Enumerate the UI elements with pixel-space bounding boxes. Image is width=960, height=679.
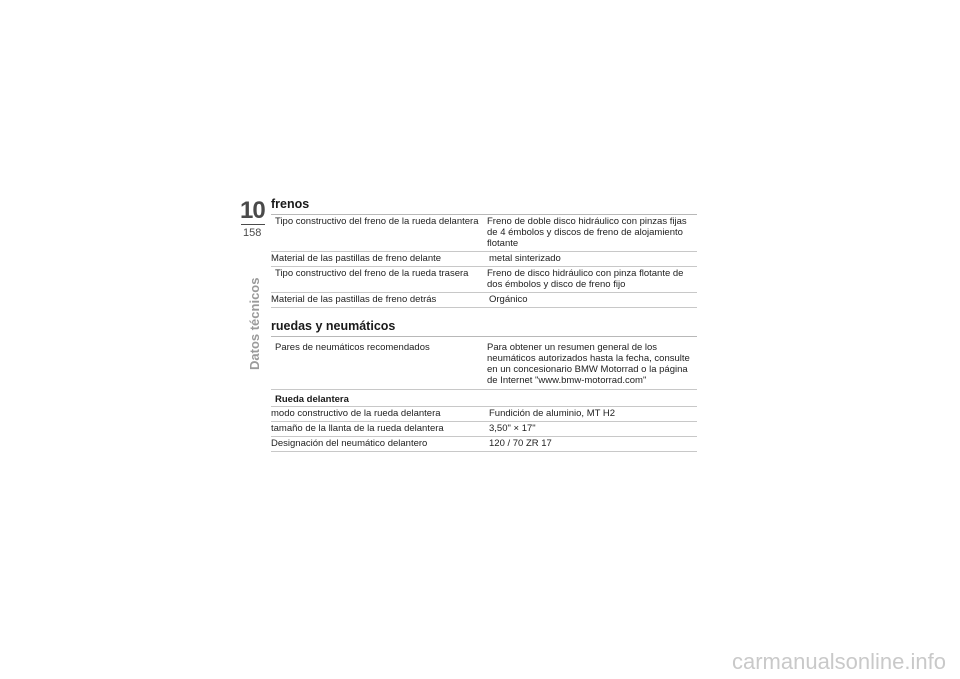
page-number: 158 <box>243 227 262 239</box>
table-row <box>271 422 697 437</box>
chapter-rule <box>241 224 265 225</box>
row-value: 120 / 70 ZR 17 <box>489 438 552 449</box>
row-label: Tipo constructivo del freno de la rueda trasera <box>275 268 469 279</box>
content-area <box>271 194 697 452</box>
table-row <box>271 407 697 422</box>
row-value: metal sinterizado <box>489 253 561 264</box>
table-row <box>271 267 697 293</box>
table-row <box>271 337 697 390</box>
brakes-table <box>271 214 697 308</box>
row-value: 3,50" × 17" <box>489 423 536 434</box>
row-value: Fundición de aluminio, MT H2 <box>489 408 616 419</box>
table-row <box>271 437 697 452</box>
row-value: Freno de doble disco hidráulico con pinzas fijas de 4 émbolos y discos de freno de alojamiento flotante <box>487 216 687 249</box>
table-row <box>271 252 697 267</box>
row-label: Pares de neumáticos recomendados <box>275 342 430 353</box>
row-label: modo constructivo de la rueda delantera <box>271 408 441 419</box>
table-row <box>271 215 697 252</box>
watermark-text: carmanualsonline.info <box>731 649 946 674</box>
side-section-title: Datos técnicos <box>247 277 262 370</box>
row-label: Material de las pastillas de freno delante <box>271 253 442 264</box>
table-row <box>271 293 697 308</box>
row-label: tamaño de la llanta de la rueda delantera <box>271 423 444 434</box>
wheels-table <box>271 336 697 452</box>
row-label: Tipo constructivo del freno de la rueda delantera <box>275 216 479 227</box>
row-label: Designación del neumático delantero <box>271 438 428 449</box>
row-value: Para obtener un resumen general de los neumáticos autorizados hasta la fecha, consulte en un concesionario BMW Motorrad o la página de Internet "www.bmw-motorrad.com" <box>487 342 690 386</box>
front-wheel-subheading: Rueda delantera <box>271 390 697 407</box>
section-gap <box>271 308 697 316</box>
row-label: Material de las pastillas de freno detrás <box>271 294 437 305</box>
brakes-heading: frenos <box>271 197 310 211</box>
row-value: Orgánico <box>489 294 528 305</box>
chapter-number: 10 <box>240 197 265 224</box>
row-value: Freno de disco hidráulico con pinza flotante de dos émbolos y disco de freno fijo <box>487 268 684 290</box>
wheels-heading: ruedas y neumáticos <box>271 319 396 333</box>
